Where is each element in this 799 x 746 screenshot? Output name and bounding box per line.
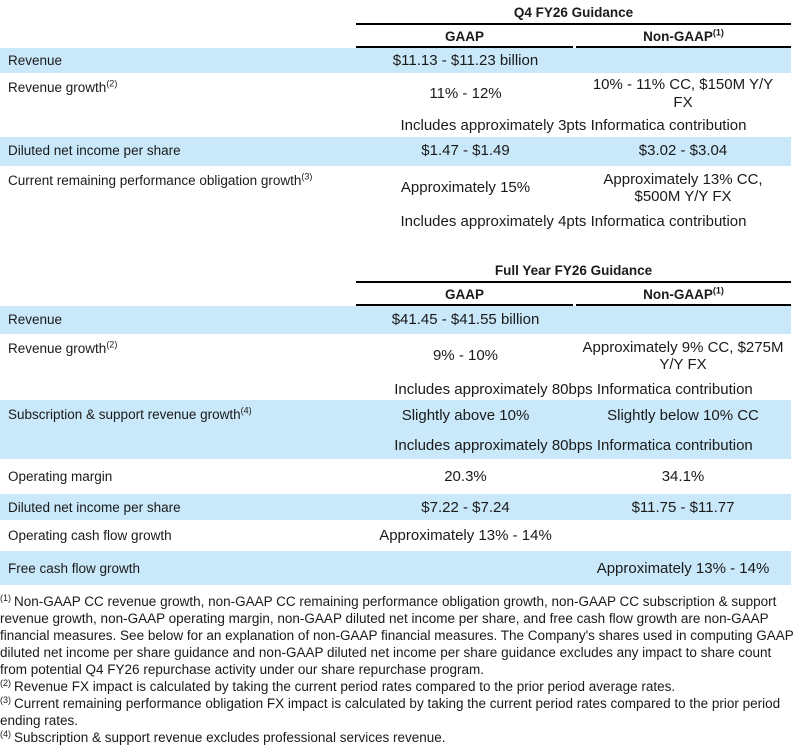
gaap-value: Approximately 13% - 14% bbox=[379, 527, 552, 545]
fy-column-header-row bbox=[0, 283, 791, 306]
footnote-3-text: Current remaining performance obligation FX impact is calculated by taking the current period rates compared to the prior period ending rates. bbox=[0, 696, 781, 729]
footnote-2-text: Revenue FX impact is calculated by taking the current period rates compared to the prior period average rates. bbox=[14, 679, 676, 695]
gaap-value: Slightly above 10% bbox=[401, 407, 530, 425]
fy-gaap-column-header bbox=[356, 283, 573, 306]
nongaap-header-footnote-ref: (1) bbox=[712, 27, 724, 38]
table-row-diluted-eps bbox=[0, 137, 791, 166]
fy-nongaap-column-header bbox=[576, 283, 791, 306]
gaap-value: 9% - 10% bbox=[432, 347, 499, 365]
row-label-text: Operating cash flow growth bbox=[8, 528, 172, 544]
informatica-note: Includes approximately 80bps Informatica contribution bbox=[394, 436, 753, 454]
informatica-note: Includes approximately 3pts Informatica contribution bbox=[400, 117, 747, 134]
footnote-ref: (4) bbox=[240, 405, 252, 416]
table-row-operating-margin bbox=[0, 459, 791, 494]
footnote-1-text: Non-GAAP CC revenue growth, non-GAAP CC remaining performance obligation growth, non-GAAP CC subscription & support revenue growth, non-GAAP operating margin, non-GAAP diluted net income per share, and free cash flow growth are non-GAAP financial measures. See below for an explanation of non-GAAP financial measures. The Company's shares used in computing GAAP diluted net income per share guidance and non-GAAP diluted net income per share guidance excludes any impact to share count from potential Q4 FY26 repurchase activity under our share repurchase program. bbox=[0, 594, 794, 678]
gaap-value: $1.47 - $1.49 bbox=[421, 142, 510, 160]
row-label-text: Revenue bbox=[8, 52, 63, 68]
table-row-diluted-eps bbox=[0, 494, 791, 520]
row-label bbox=[0, 528, 356, 544]
row-label bbox=[0, 561, 356, 577]
row-label-text: Current remaining performance obligation growth bbox=[8, 172, 302, 188]
footnote-ref: (2) bbox=[106, 339, 118, 350]
table-row-revenue-growth bbox=[0, 334, 791, 379]
gaap-header-label: GAAP bbox=[444, 286, 484, 302]
table-note-row bbox=[0, 431, 791, 459]
footnote-2-marker: (2) bbox=[0, 677, 11, 688]
table-row-revenue-growth bbox=[0, 73, 791, 115]
nongaap-header-label: Non-GAAP bbox=[643, 29, 713, 44]
gaap-value: $41.45 - $41.55 billion bbox=[391, 310, 540, 328]
q4-guidance-table bbox=[0, 3, 791, 233]
table-note-row bbox=[0, 379, 791, 401]
table-note-row bbox=[0, 115, 791, 137]
table-row-free-cash-flow bbox=[0, 551, 791, 585]
q4-nongaap-column-header bbox=[576, 25, 791, 48]
row-label bbox=[0, 166, 356, 189]
table-row-crpo-growth bbox=[0, 166, 791, 211]
row-label-text: Diluted net income per share bbox=[8, 143, 181, 159]
gaap-header-label: GAAP bbox=[444, 29, 484, 44]
footnote-ref: (3) bbox=[301, 171, 313, 182]
informatica-note: Includes approximately 4pts Informatica contribution bbox=[400, 212, 747, 230]
row-label bbox=[0, 400, 356, 423]
row-label bbox=[0, 53, 356, 69]
fy-title-row bbox=[0, 261, 791, 283]
row-label bbox=[0, 73, 356, 96]
footnote-1 bbox=[0, 593, 795, 678]
nongaap-value: Slightly below 10% CC bbox=[607, 407, 759, 425]
row-label bbox=[0, 312, 356, 328]
gaap-value: $11.13 - $11.23 billion bbox=[392, 51, 539, 69]
row-label bbox=[0, 500, 356, 516]
nongaap-value bbox=[575, 48, 791, 73]
q4-title-row bbox=[0, 3, 791, 25]
nongaap-value: $11.75 - $11.77 bbox=[631, 498, 735, 516]
nongaap-value: Approximately 13% CC, $500M Y/Y FX bbox=[603, 170, 763, 206]
q4-column-header-row bbox=[0, 25, 791, 48]
table-row-subscription-growth-block bbox=[0, 400, 791, 459]
row-label-text: Subscription & support revenue growth bbox=[8, 407, 241, 423]
q4-gaap-column-header bbox=[356, 25, 573, 48]
gaap-value: $7.22 - $7.24 bbox=[421, 498, 510, 516]
nongaap-value: Approximately 9% CC, $275M Y/Y FX bbox=[582, 338, 784, 374]
footnote-4 bbox=[0, 729, 795, 746]
row-label-text: Diluted net income per share bbox=[8, 499, 181, 515]
row-label bbox=[0, 334, 356, 357]
nongaap-header-label: Non-GAAP bbox=[643, 286, 713, 302]
table-row-revenue bbox=[0, 306, 791, 334]
footnote-3-marker: (3) bbox=[0, 694, 11, 705]
row-label-text: Free cash flow growth bbox=[8, 560, 141, 576]
q4-table-title: Q4 FY26 Guidance bbox=[356, 3, 791, 25]
nongaap-value: 10% - 11% CC, $150M Y/Y FX bbox=[592, 76, 774, 111]
nongaap-value bbox=[575, 520, 791, 551]
nongaap-value: Approximately 13% - 14% bbox=[596, 559, 770, 577]
row-label-text: Revenue growth bbox=[8, 80, 107, 95]
informatica-note: Includes approximately 80bps Informatica contribution bbox=[394, 380, 753, 398]
row-label bbox=[0, 143, 356, 159]
gaap-value: 20.3% bbox=[444, 468, 487, 486]
footnote-4-marker: (4) bbox=[0, 728, 11, 739]
gaap-value bbox=[356, 551, 575, 585]
footnote-1-marker: (1) bbox=[0, 592, 11, 603]
row-label bbox=[0, 469, 356, 485]
footnote-2 bbox=[0, 678, 795, 695]
nongaap-value: 34.1% bbox=[661, 468, 705, 486]
full-year-guidance-table bbox=[0, 261, 791, 586]
gaap-value: Approximately 15% bbox=[400, 179, 531, 197]
fy-table-title: Full Year FY26 Guidance bbox=[356, 261, 791, 283]
footnote-ref: (2) bbox=[106, 78, 118, 89]
section-spacer bbox=[0, 233, 799, 261]
table-row-operating-cash-flow bbox=[0, 520, 791, 551]
row-label-text: Operating margin bbox=[8, 469, 113, 485]
table-row-revenue bbox=[0, 48, 791, 73]
nongaap-value: $3.02 - $3.04 bbox=[638, 142, 728, 160]
nongaap-value bbox=[575, 306, 791, 334]
table-row-subscription-growth bbox=[0, 400, 791, 431]
nongaap-header-footnote-ref: (1) bbox=[712, 285, 724, 296]
footnote-3 bbox=[0, 695, 795, 729]
table-note-row bbox=[0, 211, 791, 233]
row-label-text: Revenue growth bbox=[8, 340, 107, 356]
gaap-value: 11% - 12% bbox=[429, 85, 502, 103]
footnote-4-text: Subscription & support revenue excludes professional services revenue. bbox=[14, 730, 446, 746]
footnotes-section bbox=[0, 593, 795, 746]
row-label-text: Revenue bbox=[8, 311, 63, 327]
